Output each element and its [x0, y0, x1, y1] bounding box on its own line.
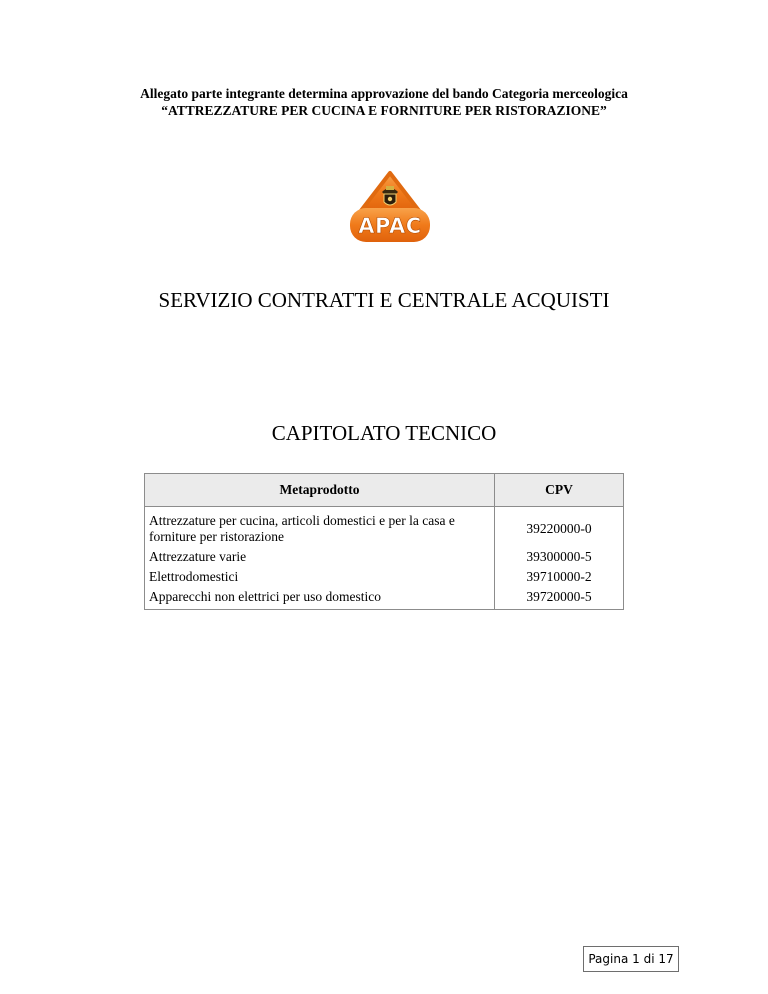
table-header-row: [145, 474, 624, 507]
table-row: [145, 507, 624, 548]
cpv-cell: 39300000-5: [495, 547, 624, 567]
document-title: CAPITOLATO TECNICO: [271, 421, 497, 445]
metaprodotto-cell: Attrezzature per cucina, articoli domestici e per la casa e forniture per ristorazione: [145, 507, 495, 548]
table-row: [145, 587, 624, 610]
header-line-1: Allegato parte integrante determina approvazione del bando Categoria merceologica: [140, 86, 628, 101]
table-row: [145, 567, 624, 587]
metaprodotto-cell: Elettrodomestici: [145, 567, 495, 587]
metaprodotto-table: [144, 473, 624, 610]
metaprodotto-cell: Apparecchi non elettrici per uso domestico: [145, 587, 495, 610]
service-title: SERVIZIO CONTRATTI E CENTRALE ACQUISTI: [158, 288, 610, 312]
page-number: Pagina 1 di 17: [583, 946, 679, 972]
cpv-cell: 39220000-0: [495, 507, 624, 548]
cpv-cell: 39720000-5: [495, 587, 624, 610]
metaprodotto-cell: Attrezzature varie: [145, 547, 495, 567]
header-metaprodotto: Metaprodotto: [145, 474, 495, 507]
header-cpv: CPV: [495, 474, 624, 507]
document-header: [0, 85, 768, 119]
apac-logo-icon: [346, 170, 434, 246]
logo-text: APAC: [358, 214, 422, 238]
table-row: [145, 547, 624, 567]
header-line-2: “ATTREZZATURE PER CUCINA E FORNITURE PER RISTORAZIONE”: [161, 103, 607, 118]
cpv-cell: 39710000-2: [495, 567, 624, 587]
